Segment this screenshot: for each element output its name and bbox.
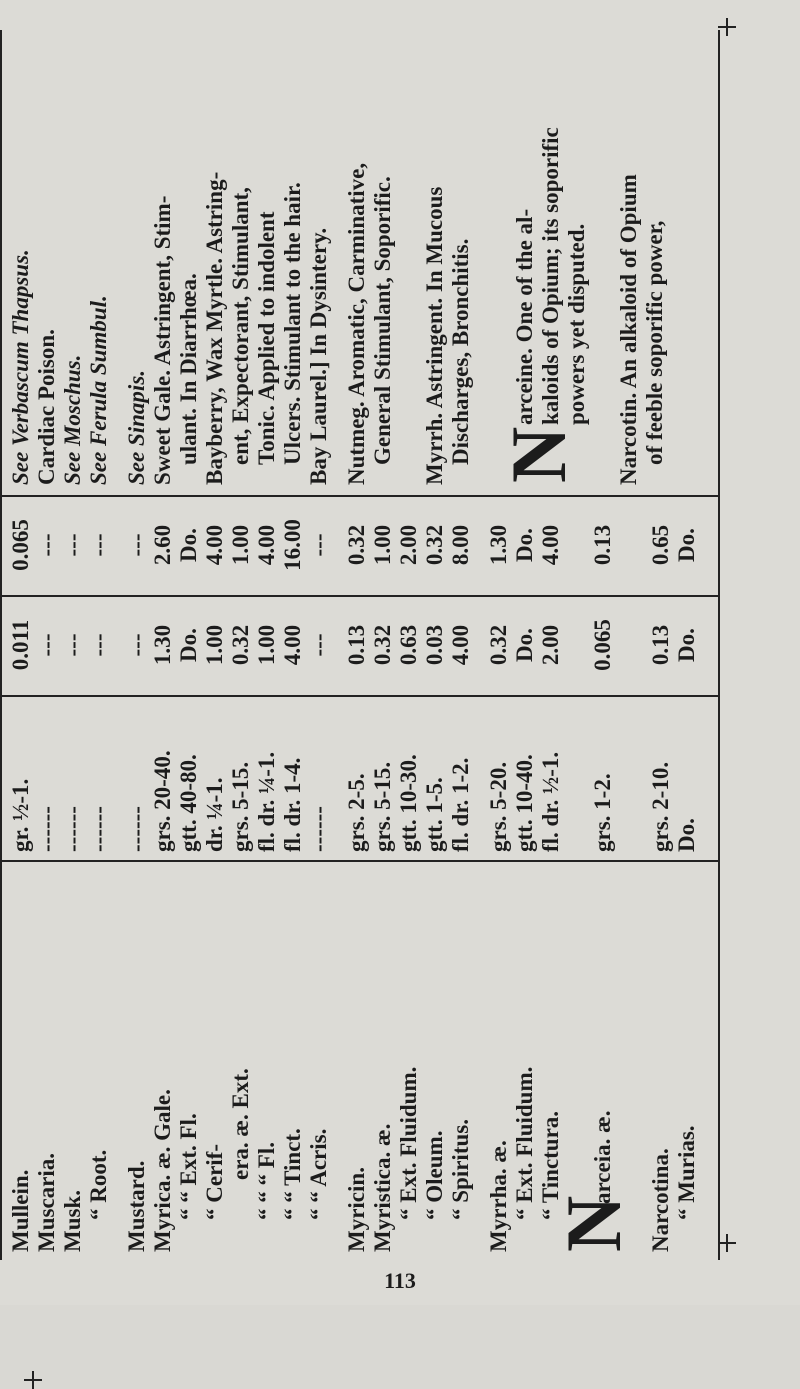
max-dose-cell: 0.13 <box>590 524 615 566</box>
name-row: “ “ Acris. <box>306 1128 331 1220</box>
properties-column <box>0 30 720 495</box>
name-row: “ Tinctura. <box>538 1110 563 1220</box>
dose-cell: ------ <box>34 806 59 852</box>
min-dose-cell: 0.32 <box>486 624 511 666</box>
min-dose-column <box>0 595 720 695</box>
cross-mark <box>24 1371 42 1389</box>
min-dose-cell: 1.00 <box>202 624 227 666</box>
max-dose-cell: --- <box>60 533 85 557</box>
cross-mark <box>718 18 736 36</box>
max-dose-cell: Do. <box>512 528 537 562</box>
property-line: General Stimulant, Soporific. <box>370 176 395 465</box>
dose-cell: grs. 20-40. <box>150 750 175 852</box>
property-line: Cardiac Poison. <box>34 329 59 485</box>
max-dose-column <box>0 495 720 595</box>
min-dose-cell: 0.011 <box>8 619 33 671</box>
name-row: “ Ext. Fluidum. <box>512 1066 537 1220</box>
dose-cell: grs. 5-20. <box>486 761 511 852</box>
name-row: Musk. <box>60 1190 85 1252</box>
name-row: “ Ext. Fluidum. <box>396 1066 421 1220</box>
page-number: 113 <box>384 1268 416 1293</box>
dose-cell: ------ <box>124 806 149 852</box>
max-dose-cell: 16.00 <box>280 519 305 571</box>
property-line: Myrrh. Astringent. In Mucous <box>422 186 447 485</box>
dose-cell: grs. 5-15. <box>370 761 395 852</box>
max-dose-cell: 4.00 <box>254 524 279 566</box>
max-dose-cell: 4.00 <box>202 524 227 566</box>
drop-cap-n: N <box>550 1195 637 1252</box>
min-dose-cell: 0.13 <box>344 624 369 666</box>
min-dose-cell: Do. <box>674 628 699 662</box>
dose-cell: fl. dr. ½-1. <box>538 751 563 852</box>
max-dose-cell: 0.65 <box>648 524 673 566</box>
dose-column <box>0 695 720 860</box>
min-dose-cell: 1.30 <box>150 624 175 666</box>
min-dose-cell: 4.00 <box>280 624 305 666</box>
name-row: Narcotina. <box>648 1148 673 1252</box>
name-row: era. æ. Ext. <box>228 1068 253 1180</box>
min-dose-cell: 0.03 <box>422 624 447 666</box>
property-line: of feeble soporific power, <box>642 220 667 465</box>
property-line: Narcotin. An alkaloid of Opium <box>616 174 641 485</box>
property-line: Bay Laurel.] In Dysintery. <box>306 227 331 485</box>
dose-cell: Do. <box>674 818 699 852</box>
min-dose-cell: 0.065 <box>590 619 615 671</box>
property-line: See Sinapis. <box>124 369 149 485</box>
name-row: “ “ Ext. Fl. <box>176 1113 201 1220</box>
name-row: “ “ “ Fl. <box>254 1142 279 1220</box>
min-dose-cell: 2.00 <box>538 624 563 666</box>
property-line: Tonic. Applied to indolent <box>254 211 279 465</box>
min-dose-cell: 4.00 <box>448 624 473 666</box>
min-dose-cell: --- <box>306 633 331 657</box>
min-dose-cell: --- <box>86 633 111 657</box>
name-row: Myrrha. æ. <box>486 1140 511 1252</box>
max-dose-cell: 0.065 <box>8 519 33 571</box>
drop-cap-n: N <box>495 426 582 483</box>
dose-cell: gtt. 10-40. <box>512 754 537 852</box>
min-dose-cell: 1.00 <box>254 624 279 666</box>
dose-cell: gtt. 1-5. <box>422 777 447 852</box>
dose-cell: grs. 5-15. <box>228 761 253 852</box>
property-line: ulant. In Diarrhœa. <box>176 273 201 465</box>
max-dose-cell: 1.30 <box>486 524 511 566</box>
min-dose-cell: 0.32 <box>228 624 253 666</box>
min-dose-cell: 0.13 <box>648 624 673 666</box>
min-dose-cell: Do. <box>176 628 201 662</box>
name-row: arceia. æ. <box>590 1110 615 1204</box>
name-row: “ Spiritus. <box>448 1119 473 1220</box>
property-line: Ulcers. Stimulant to the hair. <box>280 182 305 465</box>
name-row: “ Root. <box>86 1149 111 1220</box>
property-line: Discharges, Bronchitis. <box>448 238 473 465</box>
name-row: Myristica. æ. <box>370 1123 395 1252</box>
name-row: “ “ Tinct. <box>280 1128 305 1220</box>
min-dose-cell: --- <box>60 633 85 657</box>
name-row: Mullein. <box>8 1169 33 1252</box>
max-dose-cell: 1.00 <box>370 524 395 566</box>
dose-cell: grs. 2-5. <box>344 773 369 852</box>
dose-cell: gr. ½-1. <box>8 778 33 852</box>
min-dose-cell: 0.63 <box>396 624 421 666</box>
max-dose-cell: 4.00 <box>538 524 563 566</box>
max-dose-cell: 1.00 <box>228 524 253 566</box>
max-dose-cell: --- <box>124 533 149 557</box>
property-line: kaloids of Opium; its soporific <box>538 127 563 425</box>
dose-cell: ------ <box>306 806 331 852</box>
max-dose-cell: 0.32 <box>422 524 447 566</box>
property-line: See Verbascum Thapsus. <box>8 249 33 485</box>
name-row: Myrica. æ. Gale. <box>150 1089 175 1252</box>
name-row: “ Oleum. <box>422 1130 447 1220</box>
property-line: Nutmeg. Aromatic, Carminative, <box>344 162 369 485</box>
property-line: ent, Expectorant, Stimulant, <box>228 187 253 465</box>
dose-cell: fl. dr. 1-4. <box>280 757 305 852</box>
max-dose-cell: 8.00 <box>448 524 473 566</box>
property-line: powers yet disputed. <box>564 223 589 425</box>
rotated-table <box>0 30 720 1260</box>
max-dose-cell: --- <box>34 533 59 557</box>
name-row: “ Murias. <box>674 1125 699 1220</box>
property-line: Bayberry, Wax Myrtle. Astring- <box>202 171 227 485</box>
min-dose-cell: Do. <box>512 628 537 662</box>
property-line: Sweet Gale. Astringent, Stim- <box>150 195 175 485</box>
cross-mark <box>718 1234 736 1252</box>
max-dose-cell: --- <box>86 533 111 557</box>
dose-cell: dr. ¼-1. <box>202 777 227 852</box>
dose-cell: ------ <box>86 806 111 852</box>
max-dose-cell: --- <box>306 533 331 557</box>
name-row: Mustard. <box>124 1160 149 1252</box>
max-dose-cell: 2.00 <box>396 524 421 566</box>
name-row: Myricin. <box>344 1167 369 1252</box>
names-column <box>0 860 720 1260</box>
dose-cell: grs. 2-10. <box>648 761 673 852</box>
dose-cell: grs. 1-2. <box>590 773 615 852</box>
max-dose-cell: 0.32 <box>344 524 369 566</box>
min-dose-cell: --- <box>34 633 59 657</box>
min-dose-cell: --- <box>124 633 149 657</box>
dose-cell: gtt. 10-30. <box>396 754 421 852</box>
property-line: See Moschus. <box>60 354 85 485</box>
max-dose-cell: Do. <box>674 528 699 562</box>
max-dose-cell: 2.60 <box>150 524 175 566</box>
dose-cell: fl. dr. ¼-1. <box>254 751 279 852</box>
dose-cell: ------ <box>60 806 85 852</box>
name-row: “ Cerif- <box>202 1144 227 1220</box>
min-dose-cell: 0.32 <box>370 624 395 666</box>
name-row: Muscaria. <box>34 1152 59 1252</box>
max-dose-cell: Do. <box>176 528 201 562</box>
property-line: See Ferula Sumbul. <box>86 295 111 485</box>
dose-cell: fl. dr. 1-2. <box>448 757 473 852</box>
dose-cell: gtt. 40-80. <box>176 754 201 852</box>
property-line: arceine. One of the al- <box>512 208 537 425</box>
